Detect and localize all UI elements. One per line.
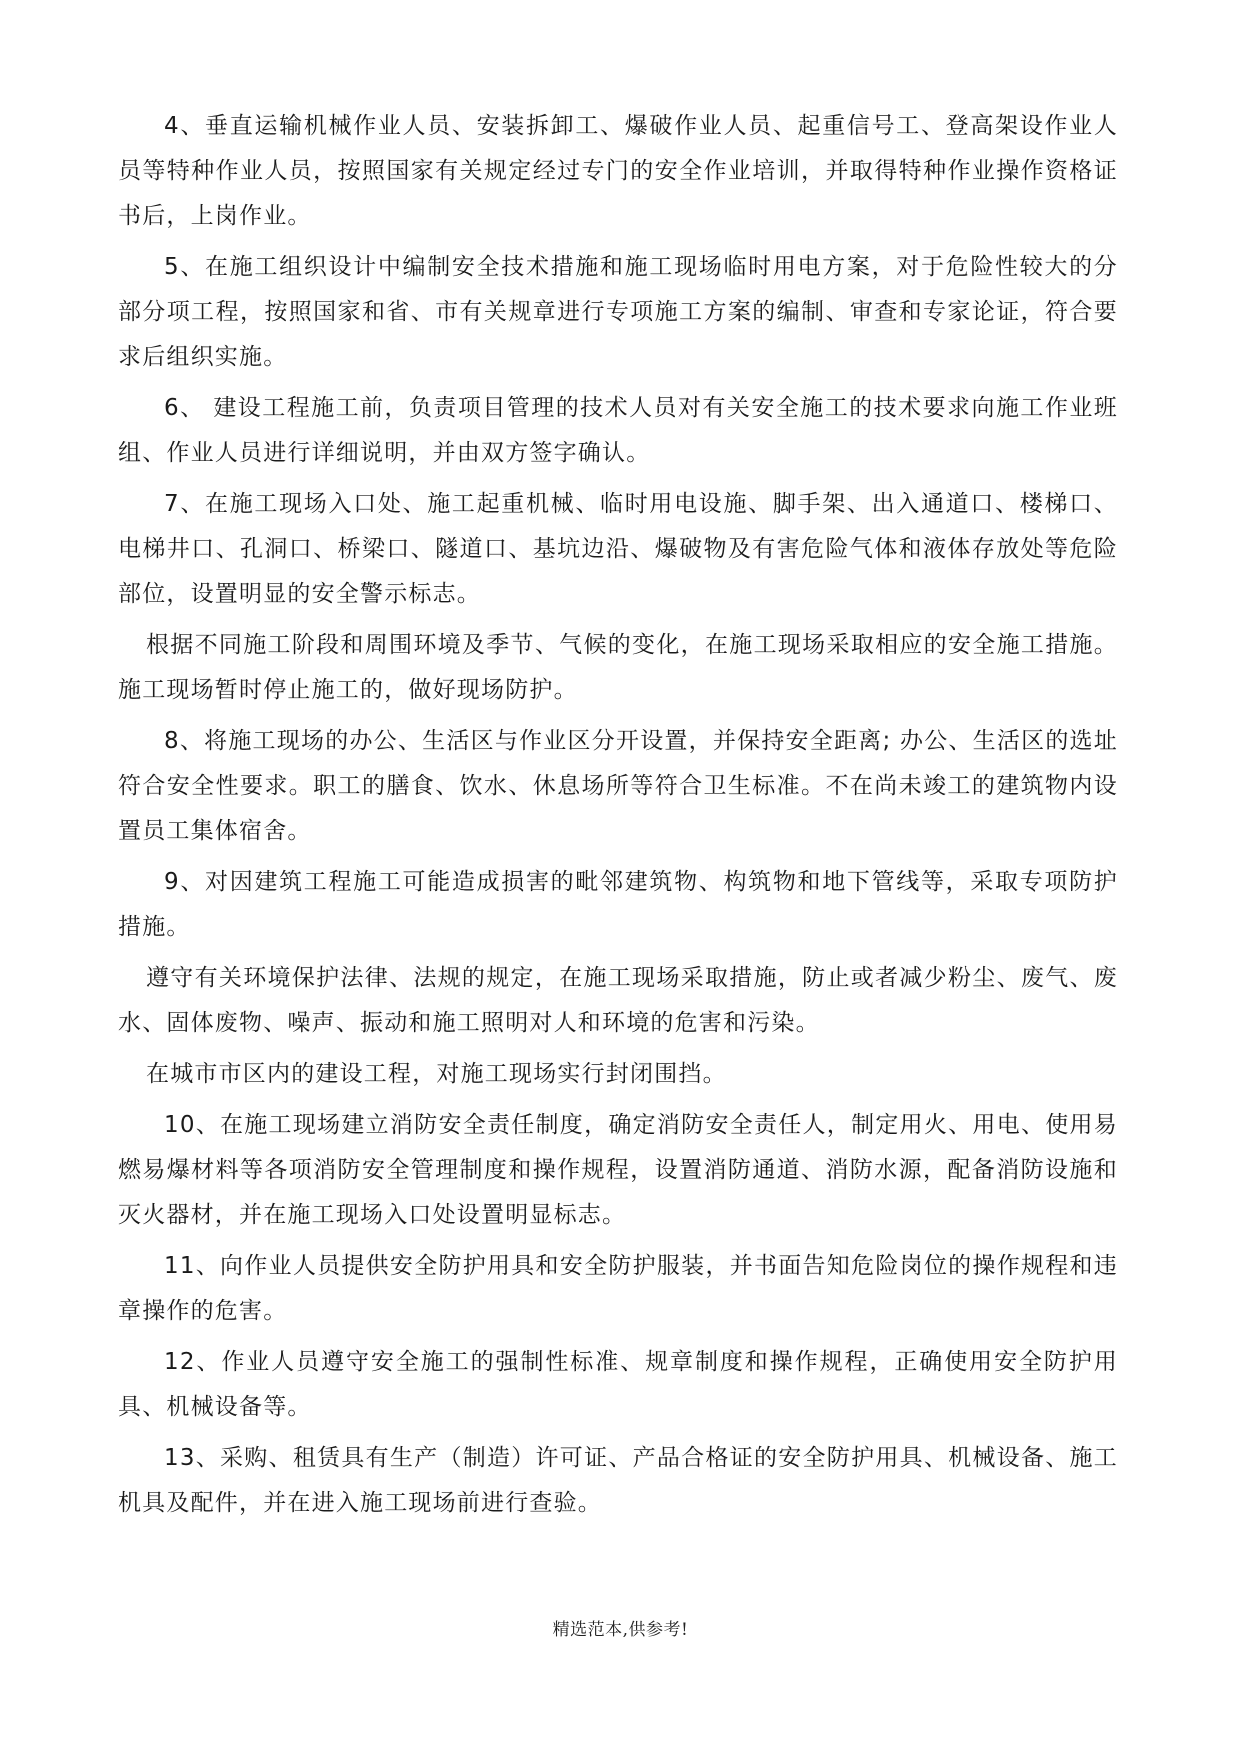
paragraph-item-10: 10、在施工现场建立消防安全责任制度，确定消防安全责任人，制定用火、用电、使用易燃易爆材料等各项消防安全管理制度和操作规程，设置消防通道、消防水源，配备消防设施和灭火器材，并在施工现场入口处设置明显标志。 [118,1112,1118,1228]
paragraph-item-9: 9、对因建筑工程施工可能造成损害的毗邻建筑物、构筑物和地下管线等，采取专项防护措施。 [118,869,1118,940]
paragraph-item-11: 11、向作业人员提供安全防护用具和安全防护服装，并书面告知危险岗位的操作规程和违章操作的危害。 [118,1253,1118,1324]
paragraph-item-8: 8、将施工现场的办公、生活区与作业区分开设置，并保持安全距离; 办公、生活区的选址符合安全性要求。职工的膳食、饮水、休息场所等符合卫生标准。不在尚未竣工的建筑物内设置员工集体宿舍。 [118,728,1118,844]
paragraph-item-4: 4、垂直运输机械作业人员、安装拆卸工、爆破作业人员、起重信号工、登高架设作业人员等特种作业人员，按照国家有关规定经过专门的安全作业培训，并取得特种作业操作资格证书后，上岗作业。 [118,113,1118,229]
page-footer: 精选范本,供参考! [552,1620,689,1640]
paragraph-enclosure: 在城市市区内的建设工程，对施工现场实行封闭围挡。 [146,1061,727,1087]
paragraph-item-5: 5、在施工组织设计中编制安全技术措施和施工现场临时用电方案，对于危险性较大的分部分项工程，按照国家和省、市有关规章进行专项施工方案的编制、审查和专家论证，符合要求后组织实施。 [118,254,1118,370]
paragraph-item-13: 13、采购、租赁具有生产（制造）许可证、产品合格证的安全防护用具、机械设备、施工机具及配件，并在进入施工现场前进行查验。 [118,1445,1118,1516]
paragraph-safety-measures: 根据不同施工阶段和周围环境及季节、气候的变化，在施工现场采取相应的安全施工措施。施工现场暂时停止施工的，做好现场防护。 [118,632,1118,703]
paragraph-item-6: 6、 建设工程施工前，负责项目管理的技术人员对有关安全施工的技术要求向施工作业班组、作业人员进行详细说明，并由双方签字确认。 [118,395,1118,466]
document-body [118,104,1118,1532]
paragraph-environment: 遵守有关环境保护法律、法规的规定，在施工现场采取措施，防止或者减少粉尘、废气、废水、固体废物、噪声、振动和施工照明对人和环境的危害和污染。 [118,965,1118,1036]
paragraph-item-7: 7、在施工现场入口处、施工起重机械、临时用电设施、脚手架、出入通道口、楼梯口、电梯井口、孔洞口、桥梁口、隧道口、基坑边沿、爆破物及有害危险气体和液体存放处等危险部位，设置明显的安全警示标志。 [118,491,1118,607]
paragraph-item-12: 12、作业人员遵守安全施工的强制性标准、规章制度和操作规程，正确使用安全防护用具、机械设备等。 [118,1349,1118,1420]
